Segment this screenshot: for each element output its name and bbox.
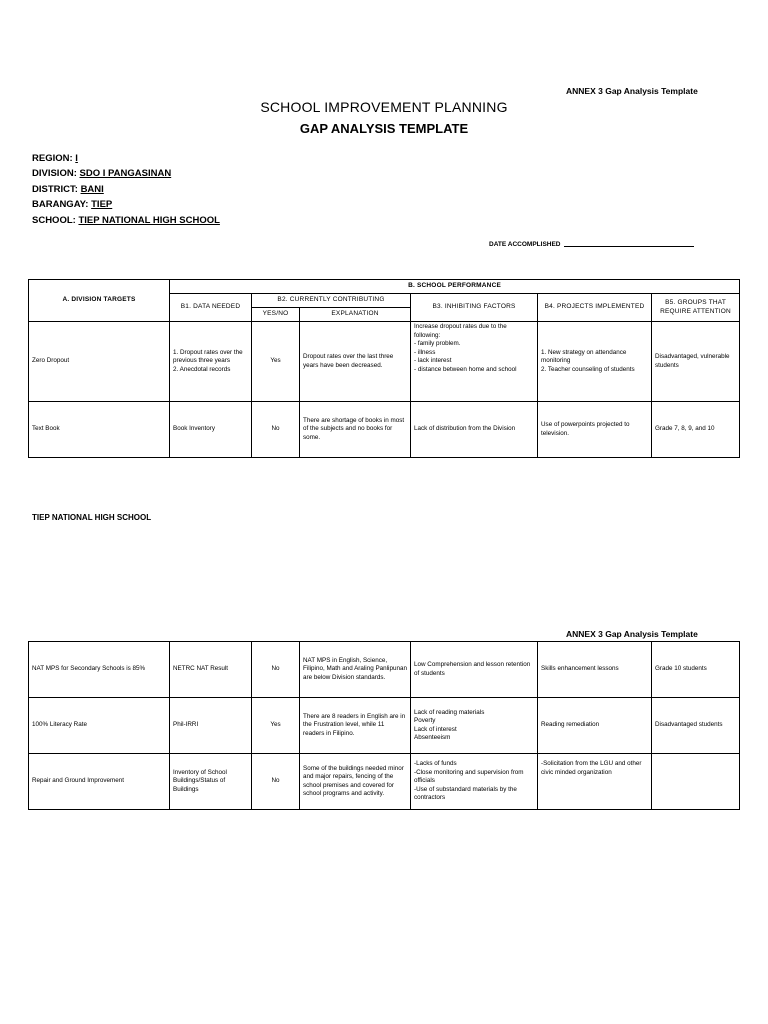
division-value: SDO I PANGASINAN — [79, 168, 172, 179]
header-b1: B1. DATA NEEDED — [170, 294, 252, 322]
date-label: DATE ACCOMPLISHED — [489, 241, 561, 248]
header-school-performance: B. SCHOOL PERFORMANCE — [170, 280, 740, 294]
yes-no-cell: No — [252, 642, 300, 698]
explanation-cell: There are shortage of books in most of the subjects and no books for some. — [300, 402, 411, 458]
explanation-cell: There are 8 readers in English are in the Frustration level, while 11 readers in Filipino. — [300, 698, 411, 754]
data-needed-cell: 1. Dropout rates over the previous three years 2. Anecdotal records — [170, 322, 252, 402]
division-line — [32, 168, 171, 179]
annex-label-2: ANNEX 3 Gap Analysis Template — [566, 629, 698, 639]
target-cell: Zero Dropout — [29, 322, 170, 402]
gap-analysis-table — [28, 279, 740, 458]
school-value: TIEP NATIONAL HIGH SCHOOL — [78, 215, 220, 226]
yes-no-cell: No — [252, 402, 300, 458]
header-b2: B2. CURRENTLY CONTRIBUTING — [252, 294, 411, 308]
header-b4: B4. PROJECTS IMPLEMENTED — [538, 294, 652, 322]
inhibiting-cell: Lack of distribution from the Division — [411, 402, 538, 458]
table-row — [29, 754, 740, 810]
table-row — [29, 322, 740, 402]
barangay-label: BARANGAY: — [32, 199, 89, 210]
explanation-cell: NAT MPS in English, Science, Filipino, Math and Araling Panlipunan are below Division standards. — [300, 642, 411, 698]
header-b3: B3. INHIBITING FACTORS — [411, 294, 538, 322]
annex-label: ANNEX 3 Gap Analysis Template — [566, 86, 698, 96]
header-b5: B5. GROUPS THAT REQUIRE ATTENTION — [652, 294, 740, 322]
data-needed-cell: Book Inventory — [170, 402, 252, 458]
district-label: DISTRICT: — [32, 184, 78, 195]
target-cell: Repair and Ground Improvement — [29, 754, 170, 810]
school-label: SCHOOL: — [32, 215, 76, 226]
header-explanation: EXPLANATION — [300, 308, 411, 322]
yes-no-cell: Yes — [252, 698, 300, 754]
explanation-cell: Some of the buildings needed minor and major repairs, fencing of the school premises and covered for school programs and activity. — [300, 754, 411, 810]
table-row — [29, 642, 740, 698]
region-label: REGION: — [32, 153, 73, 164]
yes-no-cell: Yes — [252, 322, 300, 402]
groups-cell: Grade 7, 8, 9, and 10 — [652, 402, 740, 458]
groups-cell — [652, 754, 740, 810]
barangay-line — [32, 199, 112, 210]
target-cell: 100% Literacy Rate — [29, 698, 170, 754]
yes-no-cell: No — [252, 754, 300, 810]
page-subtitle: GAP ANALYSIS TEMPLATE — [299, 121, 469, 136]
inhibiting-cell: Low Comprehension and lesson retention of students — [411, 642, 538, 698]
district-value: BANI — [80, 184, 104, 195]
groups-cell: Grade 10 students — [652, 642, 740, 698]
data-needed-cell: Phil-IRRI — [170, 698, 252, 754]
barangay-value: TIEP — [91, 199, 113, 210]
page-title: SCHOOL IMPROVEMENT PLANNING — [260, 99, 508, 115]
school-line — [32, 215, 220, 226]
district-line — [32, 184, 104, 195]
region-value: I — [75, 153, 78, 164]
date-blank-line — [564, 246, 694, 247]
explanation-cell: Dropout rates over the last three years have been decreased. — [300, 322, 411, 402]
projects-cell: Use of powerpoints projected to television. — [538, 402, 652, 458]
target-cell: NAT MPS for Secondary Schools is 85% — [29, 642, 170, 698]
inhibiting-cell: -Lacks of funds -Close monitoring and supervision from officials -Use of substandard materials by the contractors — [411, 754, 538, 810]
division-label: DIVISION: — [32, 168, 77, 179]
region-line — [32, 153, 78, 164]
target-cell: Text Book — [29, 402, 170, 458]
table-row — [29, 402, 740, 458]
projects-cell: Reading remediation — [538, 698, 652, 754]
gap-analysis-table-continued — [28, 641, 740, 810]
header-division-targets: A. DIVISION TARGETS — [29, 280, 170, 322]
header-yes-no: YES/NO — [252, 308, 300, 322]
date-accomplished — [489, 241, 694, 248]
data-needed-cell: Inventory of School Buildings/Status of Buildings — [170, 754, 252, 810]
projects-cell: Skills enhancement lessons — [538, 642, 652, 698]
table-row — [29, 698, 740, 754]
school-footer: TIEP NATIONAL HIGH SCHOOL — [32, 513, 152, 522]
inhibiting-cell: Increase dropout rates due to the following: - family problem. - illness - lack interest - distance between home and school — [411, 322, 538, 402]
data-needed-cell: NETRC NAT Result — [170, 642, 252, 698]
inhibiting-cell: Lack of reading materials Poverty Lack of interest Absenteeism — [411, 698, 538, 754]
groups-cell: Disadvantaged, vulnerable students — [652, 322, 740, 402]
projects-cell: 1. New strategy on attendance monitoring 2. Teacher counseling of students — [538, 322, 652, 402]
projects-cell: -Solicitation from the LGU and other civic minded organization — [538, 754, 652, 810]
groups-cell: Disadvantaged students — [652, 698, 740, 754]
